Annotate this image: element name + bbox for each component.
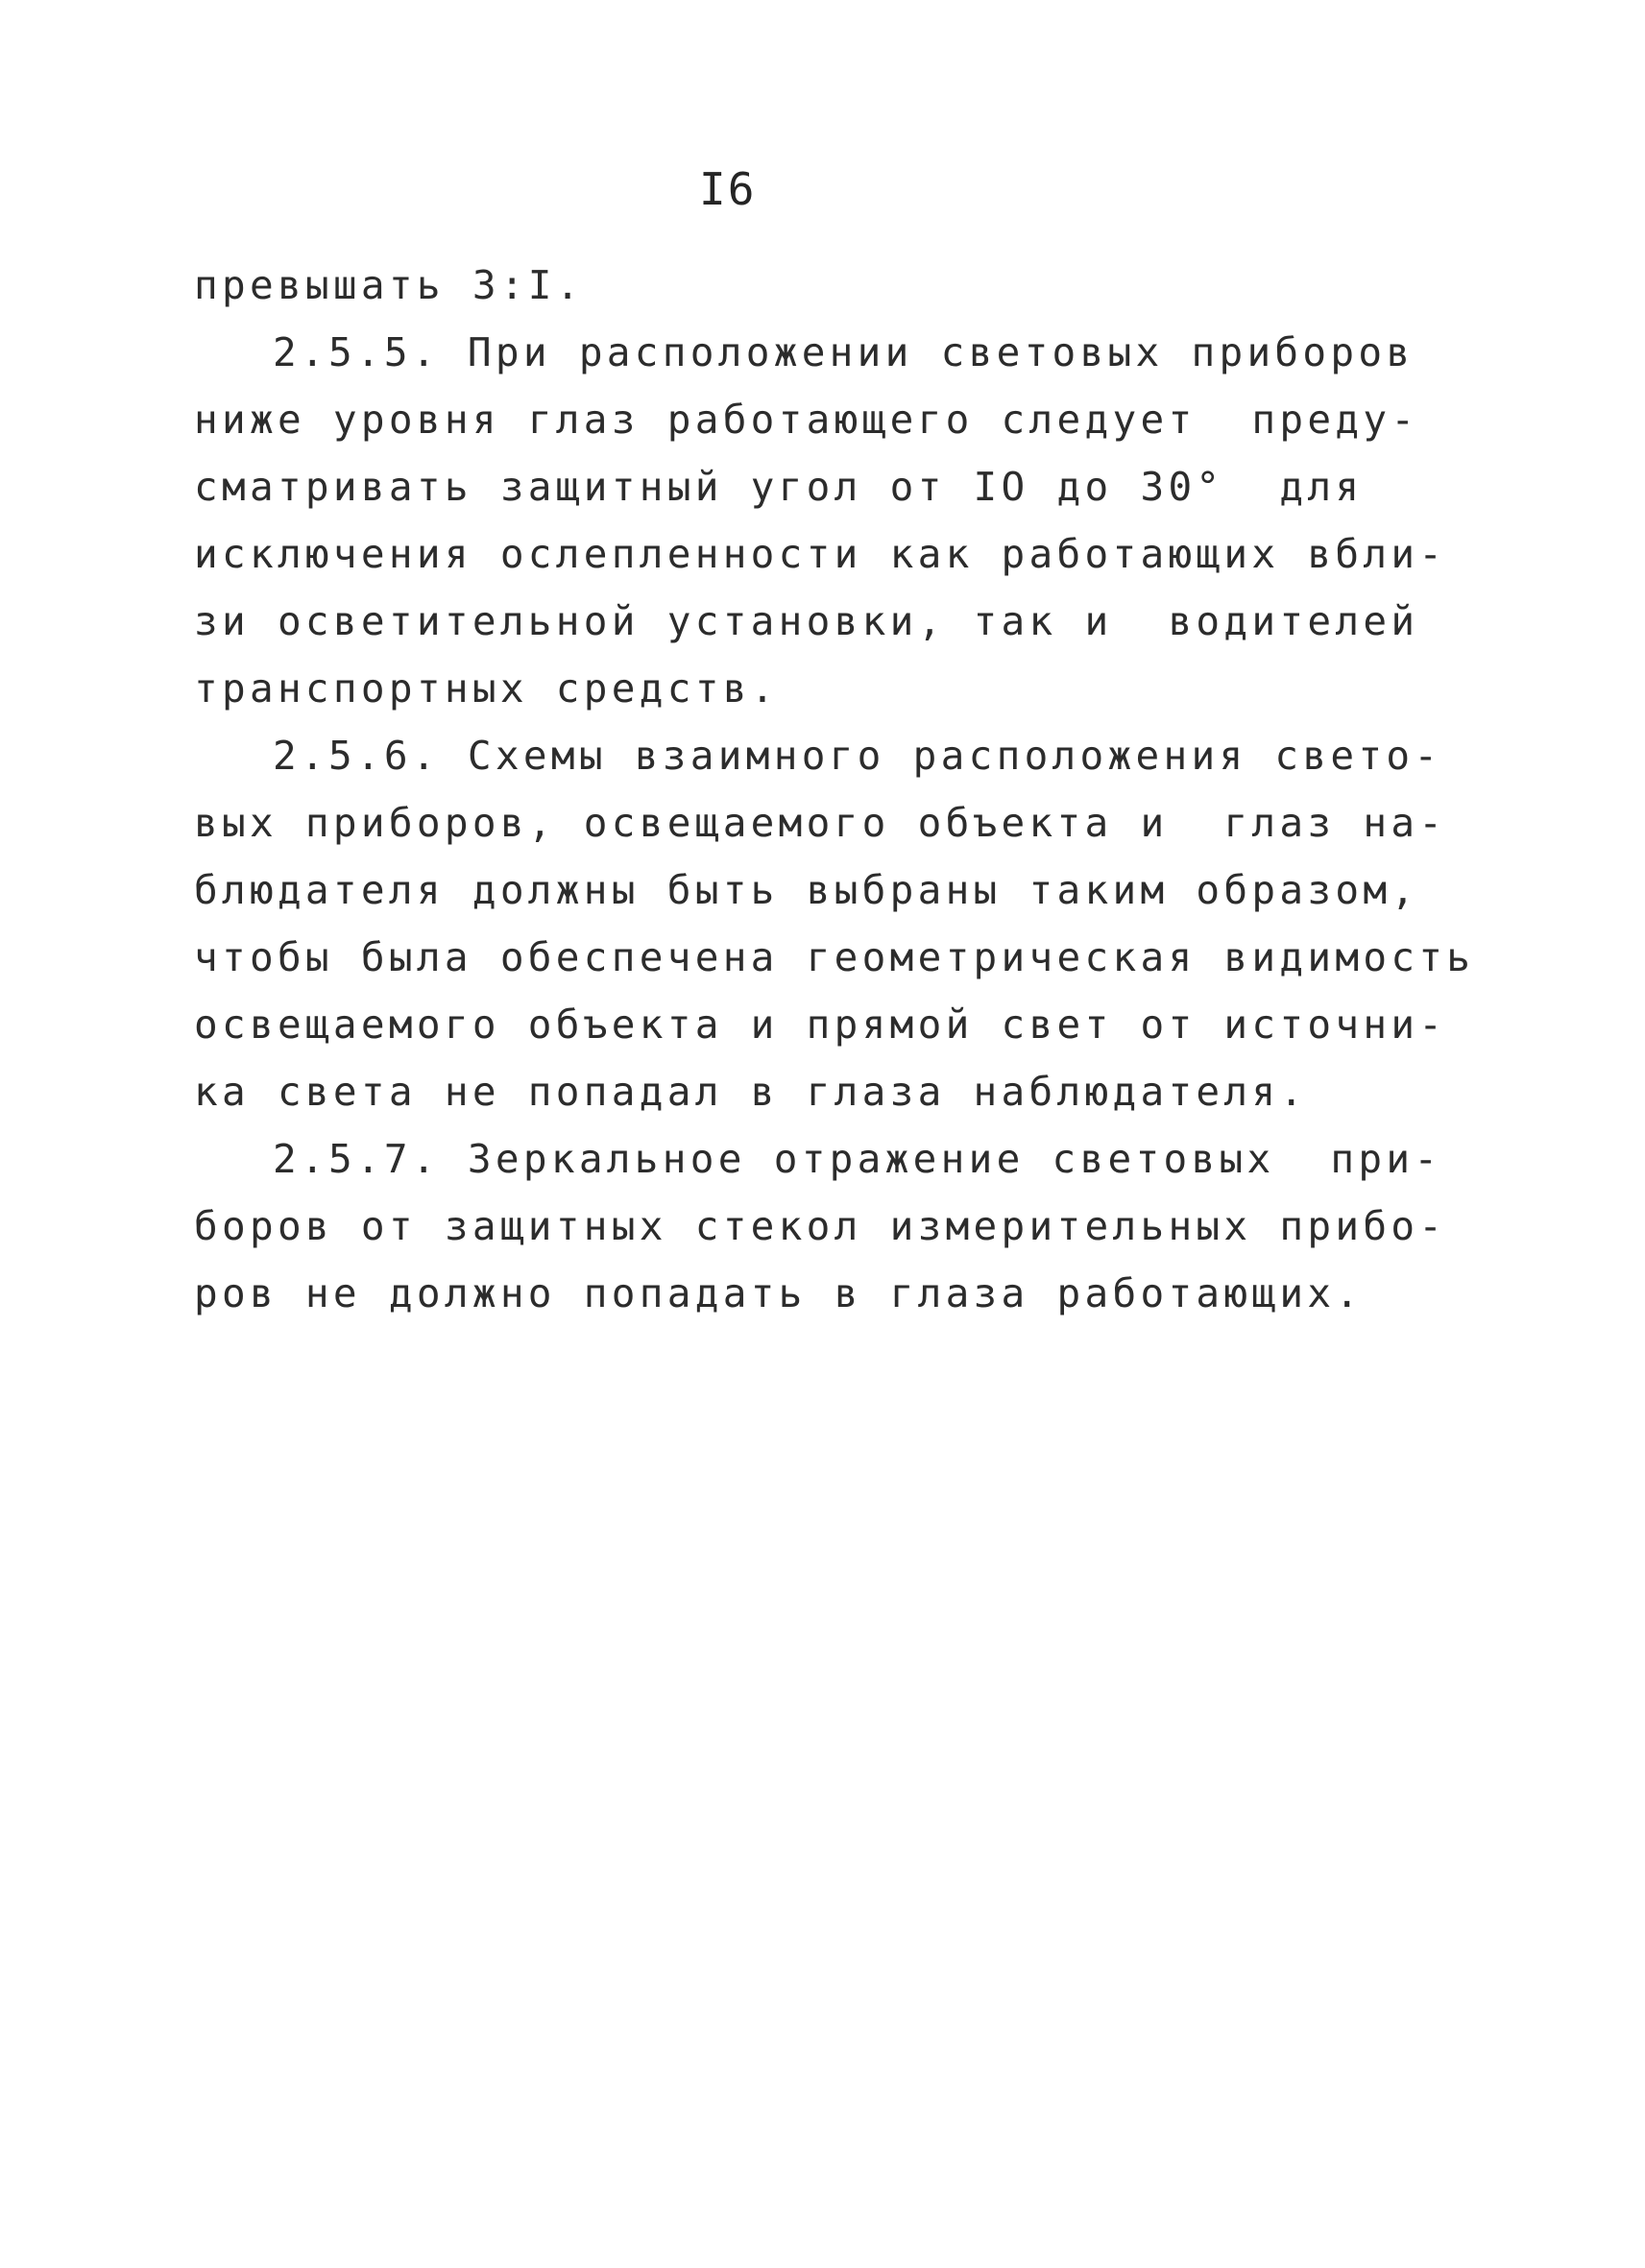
text-line: исключения ослепленности как работающих вбли- [194, 531, 1447, 577]
body-text [194, 252, 1519, 1327]
text-line: боров от защитных стекол измерительных прибо- [194, 1203, 1447, 1249]
text-line: 2.5.7. Зеркальное отражение световых при- [273, 1136, 1442, 1182]
text-line: транспортных средств. [194, 665, 779, 712]
text-line: блюдателя должны быть выбраны таким образом, [194, 867, 1419, 913]
text-line: сматривать защитный угол от IO до 30° для [194, 464, 1364, 510]
text-line: 2.5.5. При расположении световых приборов [273, 329, 1415, 375]
text-line: зи осветительной установки, так и водителей [194, 598, 1419, 644]
text-line: 2.5.6. Схемы взаимного расположения свето- [273, 733, 1442, 779]
text-line: чтобы была обеспечена геометрическая видимость [194, 934, 1475, 980]
text-line: превышать 3:I. [194, 262, 584, 308]
text-line: ров не должно попадать в глаза работающих. [194, 1270, 1364, 1316]
text-line: вых приборов, освещаемого объекта и глаз на- [194, 800, 1447, 846]
text-line: ниже уровня глаз работающего следует преду- [194, 397, 1419, 443]
page-number: I6 [699, 163, 757, 215]
text-line: освещаемого объекта и прямой свет от источни- [194, 1001, 1447, 1048]
text-line: ка света не попадал в глаза наблюдателя. [194, 1069, 1308, 1115]
